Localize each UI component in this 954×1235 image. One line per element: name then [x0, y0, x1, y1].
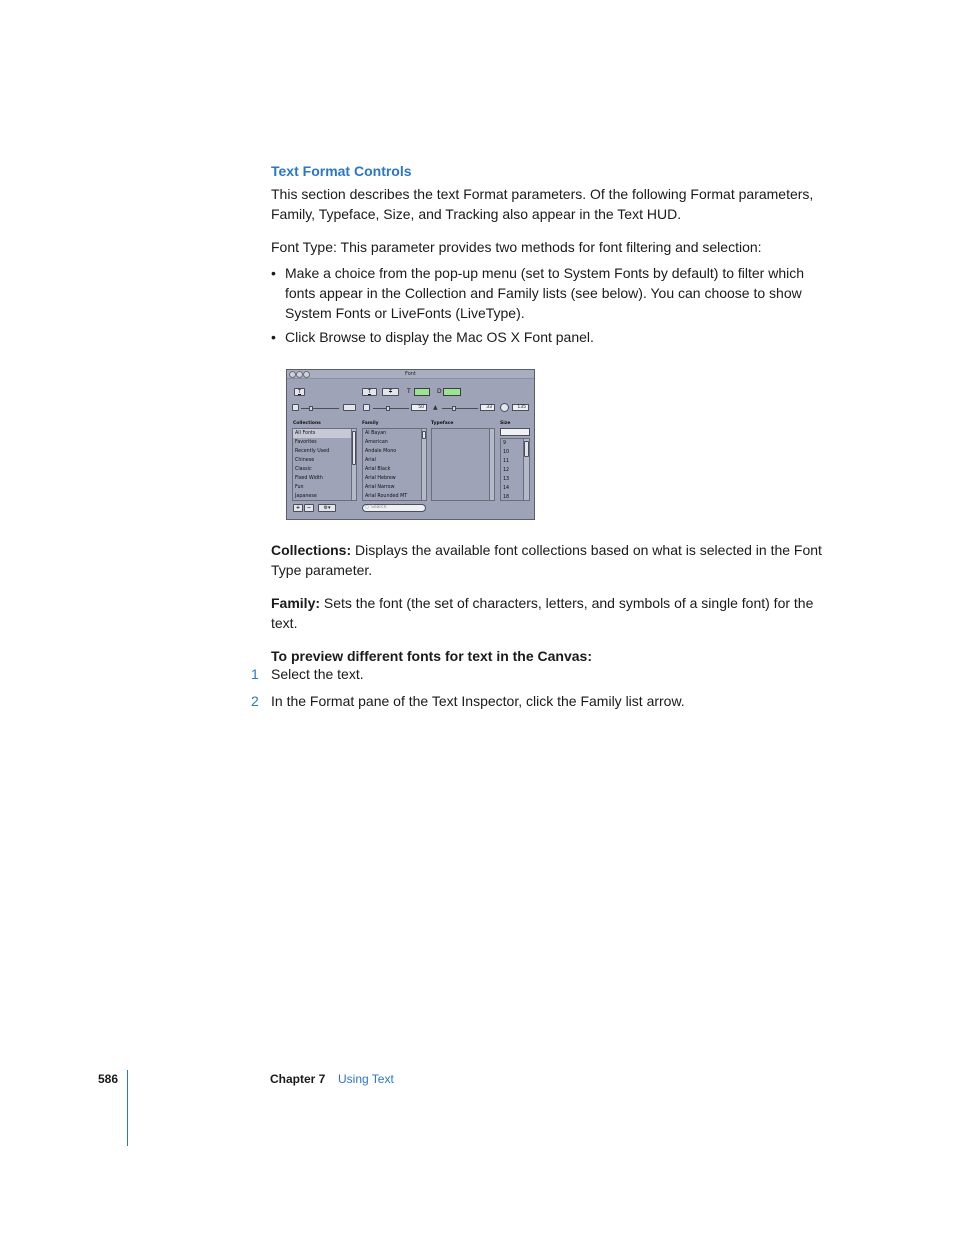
list-item[interactable]: Fun	[295, 485, 304, 490]
step-number: 1	[251, 666, 259, 682]
list-item[interactable]: 18	[503, 495, 510, 500]
font-type-text: : This parameter provides two methods for font filtering and selection:	[333, 239, 762, 255]
procedure-heading: To preview different fonts for text in the Canvas:	[271, 648, 593, 664]
document-color-swatch[interactable]	[443, 388, 461, 396]
bullet-dot: •	[271, 329, 276, 345]
size-scrollbar[interactable]	[523, 439, 529, 500]
list-item[interactable]: Arial Hebrew	[365, 476, 396, 481]
family-list[interactable]	[362, 428, 427, 501]
collections-paragraph	[271, 540, 831, 580]
shadow-slider-track	[301, 408, 339, 409]
strikethrough-popup[interactable]: T	[382, 388, 399, 396]
list-item[interactable]: 12	[503, 468, 510, 473]
blur-icon: ▲	[433, 404, 438, 411]
document-color-icon: D	[437, 388, 442, 395]
shadow-icon[interactable]	[292, 404, 299, 411]
font-search-input[interactable]	[362, 504, 426, 512]
underline-button[interactable]: T	[294, 388, 305, 396]
blur-slider-knob[interactable]	[452, 406, 456, 411]
list-item[interactable]: Classic	[295, 467, 312, 472]
list-item[interactable]: 9	[503, 441, 507, 446]
collections-term: Collections:	[271, 542, 352, 558]
typeface-header: Typeface	[431, 421, 454, 426]
footer-chapter-title: Using Text	[338, 1072, 394, 1086]
list-item[interactable]: 11	[503, 459, 510, 464]
collections-list[interactable]	[292, 428, 357, 501]
font-panel-screenshot	[286, 369, 535, 520]
list-item[interactable]: 13	[503, 477, 510, 482]
list-item[interactable]: Recently Used	[295, 449, 330, 454]
family-text: Sets the font (the set of characters, letters, and symbols of a single font) for the text.	[271, 595, 814, 631]
text-color-swatch[interactable]	[414, 388, 430, 396]
typeface-list[interactable]	[431, 428, 495, 501]
footer-divider	[127, 1070, 128, 1146]
list-item[interactable]: Arial	[365, 458, 376, 463]
font-type-paragraph	[271, 237, 831, 257]
list-item[interactable]: Arial Narrow	[365, 485, 395, 490]
font-type-term: Font Type	[271, 239, 334, 255]
typeface-scrollbar[interactable]	[489, 429, 494, 500]
section-heading: Text Format Controls	[271, 163, 412, 179]
list-item[interactable]: Favorites	[295, 440, 317, 445]
list-item[interactable]: American	[365, 440, 388, 445]
scroll-thumb[interactable]	[352, 431, 356, 465]
add-collection-button[interactable]: +	[293, 504, 303, 512]
shadow-blur-field[interactable]: 33	[480, 404, 495, 411]
step-text: Select the text.	[271, 666, 364, 682]
list-item[interactable]: Andale Mono	[365, 449, 397, 454]
font-panel-titlebar	[287, 370, 534, 379]
shadow-opacity-icon	[363, 404, 370, 411]
search-icon: ○	[365, 505, 369, 510]
list-item[interactable]: Al Bayan	[365, 431, 387, 436]
bullet-dot: •	[271, 265, 276, 281]
family-paragraph	[271, 593, 831, 633]
text-color-label: T	[407, 388, 411, 395]
collections-text: Displays the available font collections based on what is selected in the Font Type parameter.	[271, 542, 822, 578]
search-placeholder: Search	[371, 505, 387, 510]
opacity-slider-track	[373, 408, 409, 409]
list-item[interactable]: Arial Black	[365, 467, 391, 472]
size-header: Size	[500, 421, 511, 426]
collections-header: Collections	[293, 421, 321, 426]
size-list[interactable]	[500, 438, 530, 501]
shadow-toggle-button[interactable]	[343, 404, 356, 411]
remove-collection-button[interactable]: −	[304, 504, 314, 512]
scroll-thumb[interactable]	[524, 441, 529, 457]
list-item[interactable]: Japanese	[295, 494, 317, 499]
list-item[interactable]: 14	[503, 486, 510, 491]
list-item[interactable]: 10	[503, 450, 510, 455]
collections-scrollbar[interactable]	[351, 429, 356, 500]
angle-dial[interactable]	[500, 403, 509, 412]
underline-popup[interactable]: T	[362, 388, 377, 396]
intro-paragraph: This section describes the text Format parameters. Of the following Format parameters, Family, Typeface, Size, and Tracking also appear in the Text HUD.	[271, 186, 814, 222]
page-number: 586	[98, 1072, 119, 1086]
list-item[interactable]: All Fonts	[293, 429, 356, 438]
bullet-text: Click Browse to display the Mac OS X Font panel.	[285, 329, 594, 345]
shadow-opacity-field[interactable]: 50	[411, 404, 427, 411]
list-item[interactable]: Arial Rounded MT	[365, 494, 408, 499]
shadow-slider-knob[interactable]	[309, 406, 313, 411]
blur-slider-track	[442, 408, 478, 409]
step-number: 2	[251, 693, 259, 709]
list-item[interactable]: Fixed Width	[295, 476, 323, 481]
list-item[interactable]: Chinese	[295, 458, 315, 463]
shadow-angle-field[interactable]: 135	[512, 404, 529, 411]
step-text: In the Format pane of the Text Inspector, click the Family list arrow.	[271, 693, 685, 709]
opacity-slider-knob[interactable]	[386, 406, 390, 411]
family-header: Family	[362, 421, 379, 426]
scroll-thumb[interactable]	[422, 431, 426, 439]
action-menu-button[interactable]: ⚙▾	[318, 504, 336, 512]
font-panel-title: Font	[405, 371, 416, 377]
size-field[interactable]	[500, 428, 530, 436]
bullet-text: Make a choice from the pop-up menu (set to System Fonts by default) to filter which fonts appear in the Collection and Family lists (see below). You can choose to show System Fonts or LiveFonts (LiveType).	[285, 265, 805, 321]
family-term: Family:	[271, 595, 321, 611]
footer-chapter: Chapter 7	[270, 1072, 326, 1086]
family-scrollbar[interactable]	[421, 429, 426, 500]
